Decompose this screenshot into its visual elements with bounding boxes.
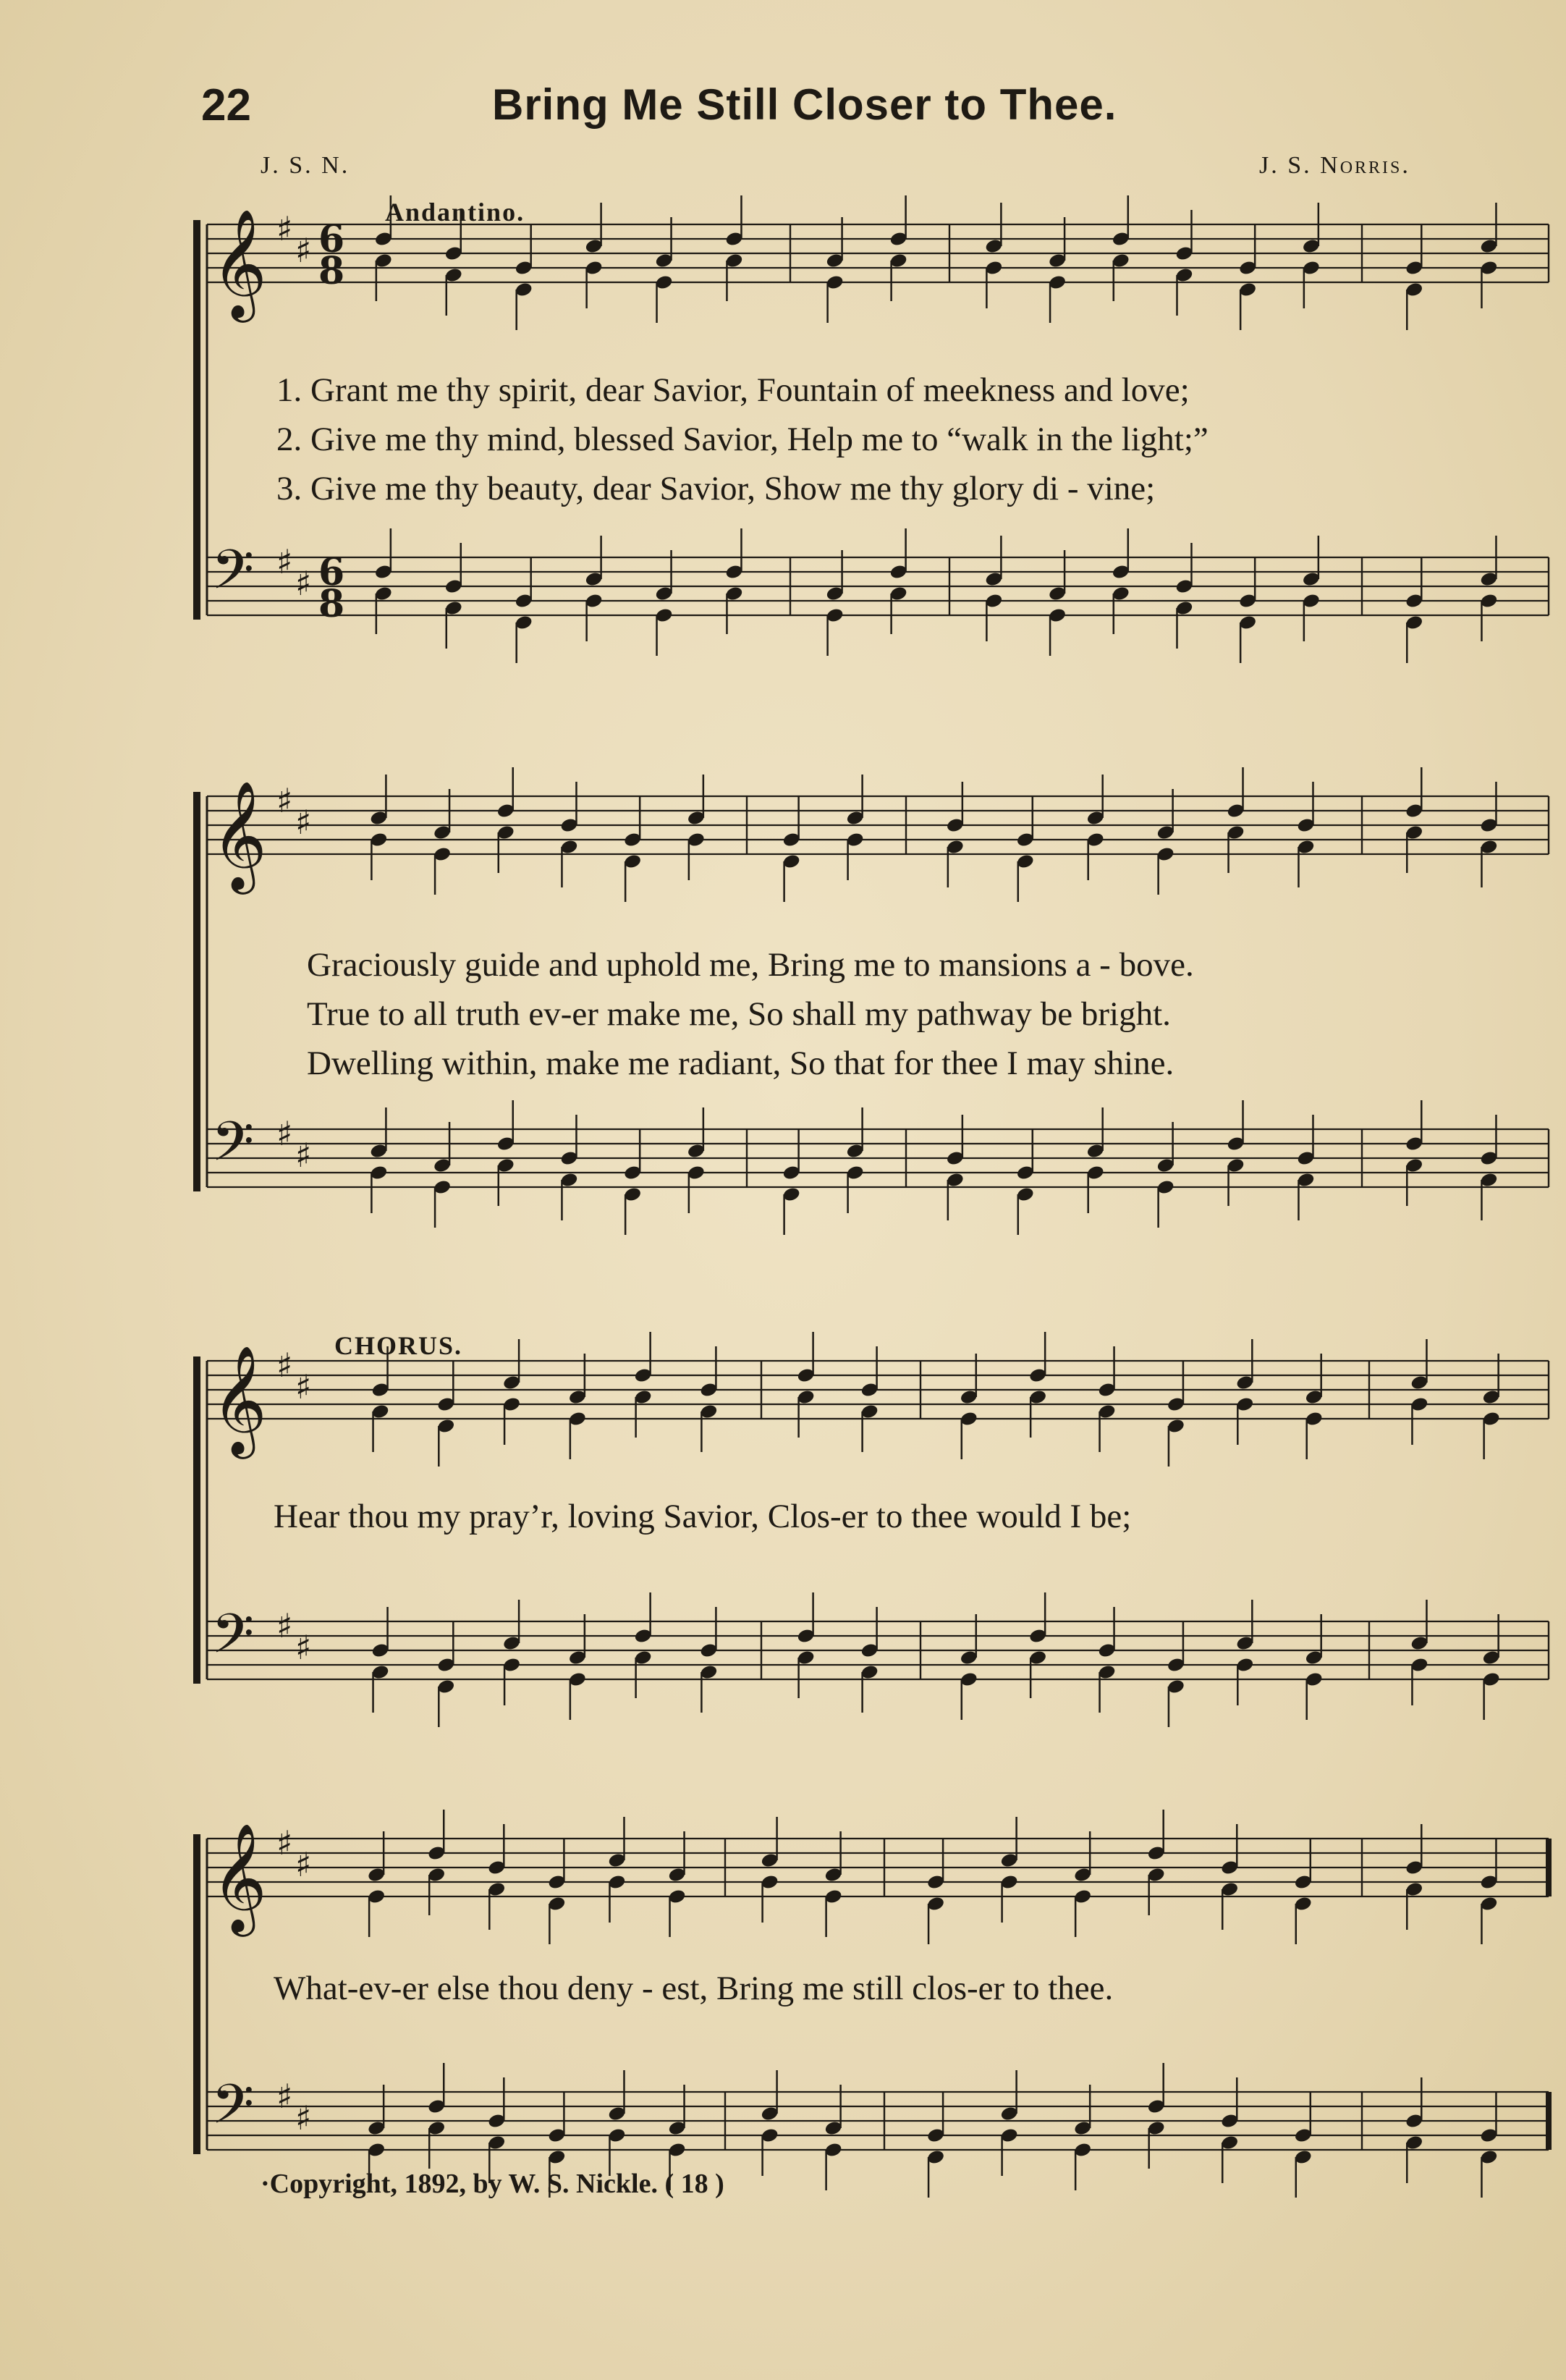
svg-text:♯: ♯ <box>276 1114 293 1153</box>
page-title: Bring Me Still Closer to Thee. <box>492 80 1117 129</box>
tempo-marking: Andantino. <box>385 198 525 227</box>
svg-text:𝄞: 𝄞 <box>211 1344 267 1454</box>
lyric-line-2: 2. Give me thy mind, blessed Savior, Help me to “walk in the light;” <box>276 421 1209 458</box>
svg-text:♯: ♯ <box>276 209 293 248</box>
chorus-label: CHORUS. <box>334 1331 463 1360</box>
music-system-1 <box>197 198 1549 659</box>
lyric-line-3: 3. Give me thy beauty, dear Savior, Show me thy glory di - vine; <box>276 470 1156 507</box>
svg-text:♯: ♯ <box>276 781 293 820</box>
lyricist-credit: J. S. N. <box>261 152 350 179</box>
svg-text:♯: ♯ <box>295 1136 312 1175</box>
svg-text:♯: ♯ <box>276 2077 293 2116</box>
svg-text:𝄢: 𝄢 <box>211 1110 255 1187</box>
time-signature-top: 6 <box>318 550 345 594</box>
time-signature-top: 6 <box>318 217 345 261</box>
lyric-line-1: Graciously guide and uphold me, Bring me to mansions a - bove. <box>307 946 1194 984</box>
svg-text:♯: ♯ <box>295 803 312 842</box>
svg-text:♯: ♯ <box>276 1606 293 1645</box>
svg-text:𝄢: 𝄢 <box>211 1602 255 1679</box>
svg-text:♯: ♯ <box>276 542 293 581</box>
svg-text:𝄢: 𝄢 <box>211 538 255 615</box>
composer-credit: J. S. Norris. <box>1259 152 1410 179</box>
svg-text:♯: ♯ <box>295 1845 312 1884</box>
svg-text:♯: ♯ <box>295 2098 312 2138</box>
lyric-line-1: 1. Grant me thy spirit, dear Savior, Fountain of meekness and love; <box>276 371 1190 409</box>
music-system-2 <box>197 775 1549 1223</box>
svg-text:♯: ♯ <box>295 231 312 270</box>
svg-text:𝄢: 𝄢 <box>211 2072 255 2150</box>
final-lyric-line: What-ev-er else thou deny - est, Bring me still clos-er to thee. <box>274 1970 1114 2007</box>
lyric-line-3: Dwelling within, make me radiant, So that for thee I may shine. <box>307 1045 1174 1082</box>
copyright-notice: ·Copyright, 1892, by W. S. Nickle. ( 18 ) <box>261 2169 724 2199</box>
svg-text:𝄞: 𝄞 <box>211 1822 267 1932</box>
svg-text:𝄞: 𝄞 <box>211 780 267 890</box>
lyric-line-2: True to all truth ev-er make me, So shall my pathway be bright. <box>307 995 1171 1033</box>
page-number: 22 <box>201 80 251 130</box>
svg-text:♯: ♯ <box>295 1367 312 1406</box>
svg-text:♯: ♯ <box>295 564 312 603</box>
chorus-lyric-line: Hear thou my pray’r, loving Savior, Clos-er to thee would I be; <box>274 1498 1132 1535</box>
music-system-chorus <box>197 1331 1549 1716</box>
svg-text:♯: ♯ <box>276 1346 293 1385</box>
svg-text:♯: ♯ <box>276 1823 293 1862</box>
page-header <box>0 72 1566 138</box>
time-signature-bottom: 8 <box>318 249 345 293</box>
svg-text:♯: ♯ <box>295 1628 312 1667</box>
time-signature-bottom: 8 <box>318 582 345 626</box>
music-system-4 <box>197 1817 1549 2193</box>
svg-text:𝄞: 𝄞 <box>211 208 267 318</box>
